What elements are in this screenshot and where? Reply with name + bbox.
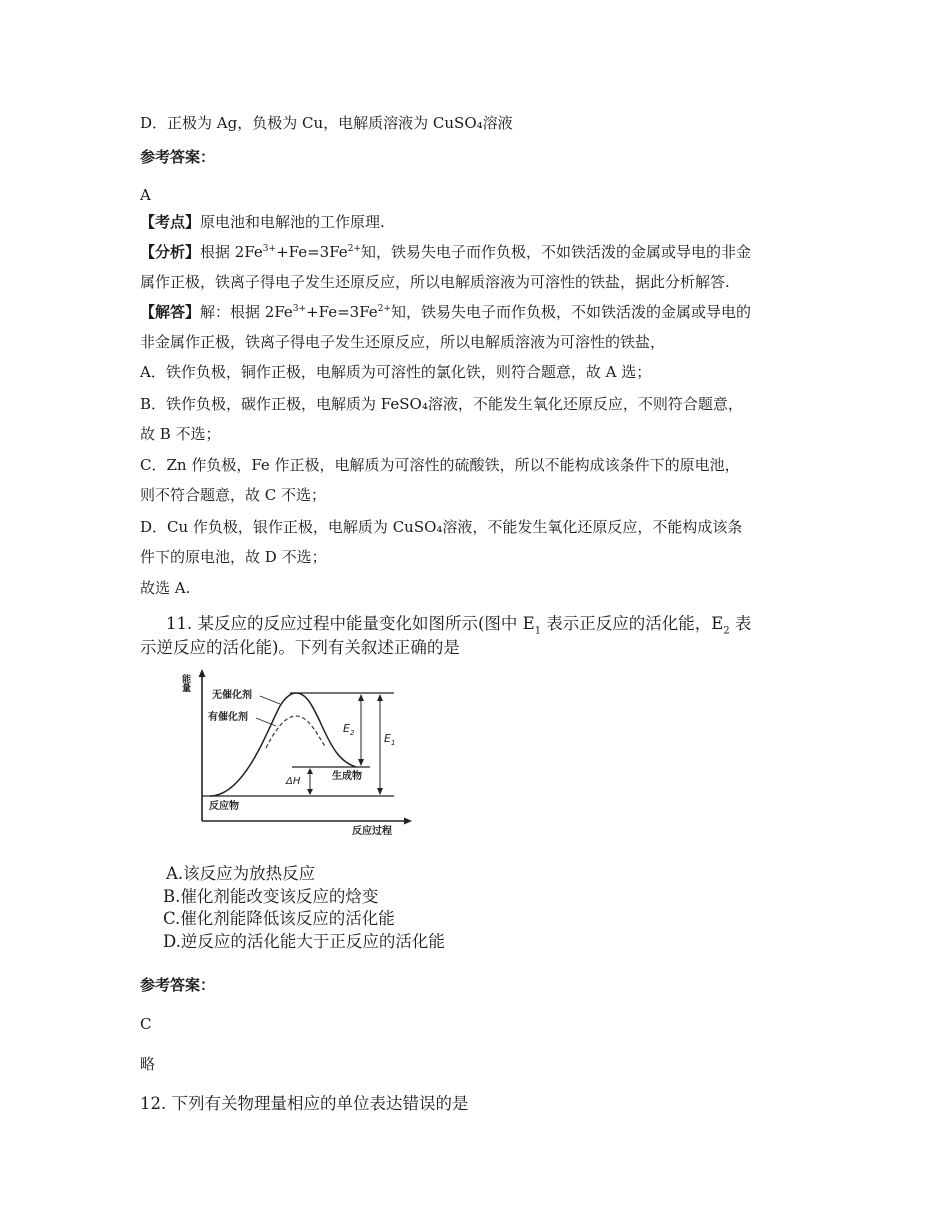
- answer-value: A: [140, 186, 151, 204]
- x-axis-label: 反应过程: [352, 826, 392, 837]
- y-axis-label: 能量: [180, 674, 190, 692]
- q11-stem-a: 11. 某反应的反应过程中能量变化如图所示(图中 E: [166, 614, 535, 633]
- q11-answer-heading: 参考答案：: [140, 976, 216, 994]
- dh-arrow-head-bottom: [307, 789, 313, 795]
- q11-option-c: C.催化剂能降低该反应的活化能: [163, 909, 395, 928]
- curve-catalyzed: [266, 716, 326, 748]
- fenxi-text-a: 根据 2Fe: [200, 243, 263, 261]
- kaodian-tag: 【考点】: [140, 213, 201, 231]
- label-e1: [384, 732, 395, 747]
- x-axis-arrow: [404, 818, 412, 825]
- jieda-line-2: 非金属作正极，铁离子得电子发生还原反应，所以电解质溶液为可溶性的铁盐，: [140, 333, 666, 351]
- analysis-b-1: B．铁作负极，碳作正极，电解质为 FeSO₄溶液，不能发生氧化还原反应，不则符合题意，: [140, 395, 743, 413]
- analysis-b-2: 故 B 不选；: [140, 425, 221, 443]
- analysis-c-1: C．Zn 作负极，Fe 作正极，电解质为可溶性的硫酸铁，所以不能构成该条件下的原电池，: [140, 456, 740, 474]
- e1-arrow-head-bottom: [377, 788, 383, 795]
- answer-heading: 参考答案：: [140, 148, 216, 166]
- e2-arrow-head-bottom: [358, 759, 364, 766]
- q11-explanation: 略: [140, 1055, 156, 1073]
- label-uncatalyzed: 无催化剂: [212, 690, 252, 701]
- jieda-tag: 【解答】: [140, 303, 201, 321]
- q11-e2-sub: 2: [723, 625, 730, 637]
- e2-arrow-head-top: [358, 694, 364, 701]
- q11-option-a: A.该反应为放热反应: [166, 864, 316, 883]
- q11-stem-c: 表: [729, 614, 752, 633]
- e1-arrow-head-top: [377, 694, 383, 701]
- q11-stem-b: 表示正反应的活化能，E: [541, 614, 724, 633]
- q11-answer-value: C: [140, 1015, 152, 1033]
- analysis-c-2: 则不符合题意，故 C 不选；: [140, 486, 327, 504]
- y-axis-arrow: [199, 669, 206, 677]
- q11-option-d: D.逆反应的活化能大于正反应的活化能: [163, 932, 445, 951]
- analysis-d-2: 件下的原电池，故 D 不选；: [140, 548, 327, 566]
- analysis-d-1: D．Cu 作负极，银作正极，电解质为 CuSO₄溶液，不能发生氧化还原反应，不能构成该条: [140, 518, 743, 536]
- fenxi-charge-1: 3+: [262, 244, 277, 254]
- fenxi-line-1: [140, 242, 751, 262]
- fenxi-text-b: +Fe=3Fe: [276, 243, 348, 261]
- label-e1-main: E: [384, 732, 391, 745]
- label-catalyzed: 有催化剂: [208, 712, 248, 723]
- jieda-text-a: 解：根据 2Fe: [200, 303, 293, 321]
- q11-stem-line-2: 示逆反应的活化能)。下列有关叙述正确的是: [140, 638, 460, 657]
- jieda-charge-2: 2+: [377, 304, 391, 314]
- fenxi-line-2: 属作正极，铁离子得电子发生还原反应，所以电解质溶液为可溶性的铁盐，据此分析解答.: [140, 273, 730, 291]
- label-e2: [343, 722, 355, 737]
- label-reactants: 反应物: [209, 801, 239, 812]
- label-dh: ΔH: [286, 776, 301, 787]
- fenxi-tag: 【分析】: [140, 243, 201, 261]
- label-products: 生成物: [332, 771, 362, 782]
- label-e2-main: E: [343, 722, 350, 735]
- label-e1-sub: 1: [390, 739, 396, 747]
- kaodian-line: [140, 212, 385, 232]
- label-e2-sub: 2: [349, 729, 355, 737]
- q11-e1-sub: 1: [534, 625, 542, 637]
- jieda-text-c: 知，铁易失电子而作负极，不如铁活泼的金属或导电的: [390, 303, 751, 321]
- jieda-line-1: [140, 302, 751, 322]
- q12-stem: 12. 下列有关物理量相应的单位表达错误的是: [140, 1094, 469, 1113]
- q10-option-d: D．正极为 Ag，负极为 Cu，电解质溶液为 CuSO₄溶液: [140, 114, 513, 132]
- jieda-charge-1: 3+: [292, 304, 307, 314]
- dh-arrow-head-top: [307, 768, 313, 774]
- fenxi-text-c: 知，铁易失电子而作负极，不如铁活泼的金属或导电的非金: [360, 243, 751, 261]
- analysis-a: A．铁作负极，铜作正极，电解质为可溶性的氯化铁，则符合题意，故 A 选；: [140, 363, 652, 381]
- leader-uncatalyzed: [260, 696, 280, 704]
- conclusion: 故选 A.: [140, 579, 191, 597]
- q11-option-b: B.催化剂能改变该反应的焓变: [163, 887, 379, 906]
- fenxi-charge-2: 2+: [347, 244, 361, 254]
- jieda-text-b: +Fe=3Fe: [306, 303, 378, 321]
- energy-diagram: [180, 666, 420, 841]
- q11-stem-line-1: [166, 614, 752, 637]
- kaodian-text: 原电池和电解池的工作原理.: [200, 213, 385, 231]
